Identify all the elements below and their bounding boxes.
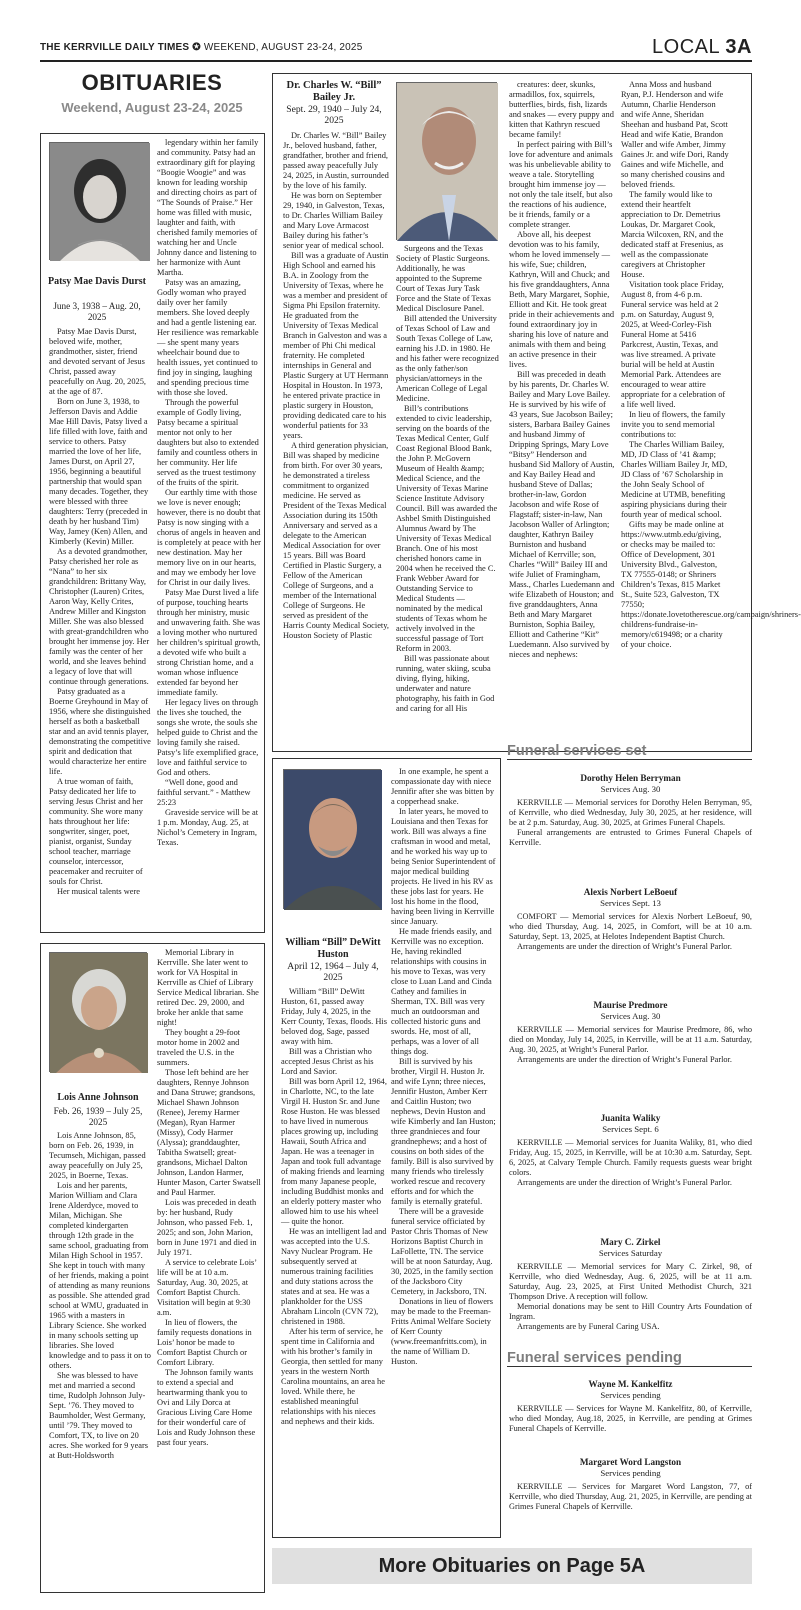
obituary-text-col2 bbox=[391, 767, 497, 1535]
obituary-paragraph: In lieu of flowers, the family invite you to send memorial contributions to: bbox=[621, 410, 726, 439]
obituary-paragraph: legendary within her family and community. Patsy had an extraordinary gift for playing “Boogie Woogie” and was known for leading worship and directing choirs as part of “The Sounds of Praise.” Her home was filled with music, laughter and faith, with cherished family memories of watching her and Uncle Johnny dance and listening to her harmonize with Aunt Martha. bbox=[157, 138, 259, 277]
obituary-paragraph: Dr. Charles W. “Bill” Bailey Jr., beloved husband, father, grandfather, brother and friend, passed away peacefully July 24, 2025, in Austin, surrounded by the love of his family. bbox=[283, 131, 389, 190]
notice-name: Wayne M. Kankelfitz bbox=[588, 1379, 673, 1389]
obituary-paragraph: In lieu of flowers, the family requests donations in Lois’ honor be made to Comfort Baptist Church or Comfort Library. bbox=[157, 1318, 252, 1367]
obituary-paragraph: The Charles William Bailey, MD, JD Class of ’41 &amp; Charles William Bailey Jr, MD, JD Class of ’67 Scholarship in the John Sealy School of Medicine at UTMB, benefiting aspiring physicians during their fourth year of medical school. bbox=[621, 440, 728, 519]
obituary-text-col1 bbox=[49, 327, 151, 929]
notice-name: Mary C. Zirkel bbox=[600, 1237, 661, 1247]
more-obituaries-banner: More Obituaries on Page 5A bbox=[272, 1548, 752, 1584]
obituary-paragraph: William “Bill” DeWitt Huston, 61, passed away Friday, July 4, 2025, in the Kerr County, Texas, floods. His beloved dog, Sage, passed away with him. bbox=[281, 987, 387, 1046]
obituary-text-col2 bbox=[157, 138, 261, 931]
portrait-illustration bbox=[50, 143, 150, 261]
obituary-paragraph: There will be a graveside funeral service officiated by Pastor Chris Thomas of New Horizons Baptist Church in LaFollette, TN. The service will be at noon Saturday, Aug. 30, 2025, in the family section of the Jacksboro City Cemetery, in Jacksboro, TN. bbox=[391, 1207, 494, 1296]
notice-kankelfitz: Wayne M. Kankelfitz Services pending KERRVILLE — Services for Wayne M. Kankelfitz, 80, of Kerrville, who died Monday, Aug.18, 2025, in Kerrville, are pending at Grimes Funeral Chapels of Kerrville. bbox=[509, 1379, 752, 1433]
obituary-paragraph: As a devoted grandmother, Patsy cherished her role as “Nana” to her six grandchildren: Brittany Way, Christopher (Lauren) Crites, Aaron Way, Kelly Crites, Andrew Miller and Kingston Miller. She was also blessed with great-grandchildren who brought her immense joy. Her family was the center of her world, and she leaves behind a legacy of love that will continue through generations. bbox=[49, 547, 150, 686]
obituary-bailey bbox=[272, 73, 801, 752]
decedent-name: Patsy Mae Davis Durst bbox=[47, 276, 147, 287]
obituary-paragraph: Bill was passionate about running, water skiing, scuba diving, flying, hiking, underwater and nature photography, his faith in God and caring for all His bbox=[396, 654, 495, 713]
notice-date: Services Aug. 30 bbox=[600, 784, 661, 794]
decedent-name: William “Bill” DeWitt Huston bbox=[285, 937, 381, 960]
section-name: LOCAL bbox=[652, 36, 720, 58]
obituary-paragraph: Patsy was an amazing, Godly woman who prayed daily over her family members. She loved deeply and had a gentle listening ear. Her resilience was remarkable — she spent many years wheelchair bound due to health issues, yet continued to find joy in singing, laughing and spending precious time with those she loved. bbox=[157, 278, 259, 397]
obituary-paragraph: Lois was preceded in death by: her husband, Rudy Johnson, who passed Feb. 1, 2025; and son, John Marion, born in June 1971 and died in July 1971. bbox=[157, 1198, 257, 1257]
obituary-paragraph: Born on June 3, 1938, to Jefferson Davis and Addie Mae Hill Davis, Patsy lived a life filled with love, faith and service to others. Patsy married the love of her life, James Durst, on April 27, 1956, beginning a beautiful partnership that would span many decades. Together, they were blessed with three daughters: Terry (preceded in death by her husband Tim) Way, Jamey (Ken) Allen, and Kimberly (Kevin) Miller. bbox=[49, 397, 149, 546]
obituary-johnson bbox=[40, 943, 265, 1593]
obituary-paragraph: Bill was a graduate of Austin High School and earned his B.A. in Zoology from the University of Texas, where he was a member and president of Sigma Phi Epsilon fraternity. He graduated from the University of Texas Medical Branch in Galveston and was a member of Phi Chi medical fraternity. He completed internships in General and Plastic Surgery at UT Hermann Hospital in Houston. In 1973, he entered private practice in plastic surgery in Houston, providing dedicated care to his wonderful patients for 33 years. bbox=[283, 251, 389, 440]
obituary-paragraph: He was an intelligent lad and was accepted into the U.S. Navy Nuclear Program. He subsequently served at numerous training facilities and duty stations across the states and at sea. He was a plankholder for the USS Abraham Lincoln (CVN 72), christened in 1988. bbox=[281, 1227, 387, 1326]
portrait-illustration bbox=[284, 770, 382, 910]
obituary-paragraph: Bill is survived by his brother, Virgil H. Huston Jr. and wife Lynn; three nieces, Jennifir Huston, Amber Kerr and Caitlin Huston; two nephews, Devin Huston and wife Kimberly and Ian Huston; three grandnieces and four grandnephews; and a host of cousins on both sides of the family. Bill is also survived by many friends who tirelessly worked rescue and recovery efforts and for which the family is eternally grateful. bbox=[391, 1057, 496, 1206]
notice-waliky: Juanita Waliky Services Sept. 6 KERRVILLE — Memorial services for Juanita Waliky, 81, who died Friday, Aug. 15, 2025, in Kerrville, will be at 10:30 a.m. Saturday, Sept. 6, 2025, at Calvary Temple Church. Family requests guests wear bright colors. Arrangements are under the direction of Wright’s Funeral Parlor. bbox=[509, 1113, 752, 1187]
obituary-paragraph: The Johnson family wants to extend a special and heartwarming thank you to Ovi and Lily Dorca at Gracious Living Care Home for their wonderful care of Lois and Rudy Johnson these past four years. bbox=[157, 1368, 256, 1447]
notice-date: Services pending bbox=[600, 1390, 661, 1400]
obituary-paragraph: In later years, he moved to Louisiana and then Texas for work. Bill was always a fine craftsman in wood and metal, and he worked his way up to being Senior Superintendent of major medical building projects. He lived in his RV as these jobs last for years. He lost his home in the flood, having been living in Kerrville since January. bbox=[391, 807, 496, 926]
notice-berryman: Dorothy Helen Berryman Services Aug. 30 KERRVILLE — Memorial services for Dorothy Helen Berryman, 95, of Kerrville, who died Wednesday, July 30, 2025, at her residence, will be at 2 p.m. Saturday, Aug. 30, 2025, at Grimes Funeral Chapels. Funeral arrangements are entrusted to Grimes Funeral Chapels of Kerrville. bbox=[509, 773, 752, 847]
portrait-photo bbox=[283, 769, 381, 909]
obituary-paragraph: In perfect pairing with Bill’s love for adventure and animals was his unbelievable ability to weave a tale. Storytelling brought him immense joy — not only the tale itself, but also the reactions of his audience, be it friends, family or a complete stranger. bbox=[509, 140, 613, 229]
obituary-paragraph: Patsy graduated as a Boerne Greyhound in May of 1956, where she distinguished herself as both a basketball star and an avid tennis player, demonstrating the competitive spirit and dedication that would characterize her entire life. bbox=[49, 687, 151, 776]
obituary-paragraph: They bought a 29-foot motor home in 2002 and traveled the U.S. in the summers. bbox=[157, 1028, 241, 1067]
decedent-name: Lois Anne Johnson bbox=[57, 1092, 139, 1103]
obituary-paragraph: She was blessed to have met and married a second time, Rudolph Johnson July-Sept. ’76. They moved to Baumholder, West Germany, until ’79. They moved to Comfort, TX, to live on 20 acres. She worked for 9 years at Butt-Holdsworth bbox=[49, 1371, 149, 1460]
notice-name: Margaret Word Langston bbox=[579, 1457, 682, 1467]
obituary-paragraph: Donations in lieu of flowers may be made to the Freeman-Fritts Animal Welfare Society of Kerr County (www.freemanfritts.com), in the name of William D. Huston. bbox=[391, 1297, 493, 1366]
notice-date: Services Sept. 6 bbox=[602, 1124, 659, 1134]
life-dates: Sept. 29, 1940 – July 24, 2025 bbox=[286, 104, 382, 126]
page-subtitle: Weekend, August 23-24, 2025 bbox=[61, 100, 243, 115]
services-set-heading: Funeral services set bbox=[507, 743, 752, 760]
obituary-paragraph: The family would like to extend their heartfelt appreciation to Dr. Demetrius Loukas, Dr. Margaret Cook, Marcia Wilcoxen, RN, and the dedicated staff at Fresenius, as well as the compassionate caregivers at Christopher House. bbox=[621, 190, 724, 279]
obituary-text-col2 bbox=[157, 948, 261, 1590]
masthead bbox=[40, 36, 752, 62]
obituary-text-col3 bbox=[509, 80, 615, 749]
paper-name: THE KERRVILLE DAILY TIMES bbox=[40, 42, 190, 53]
portrait-photo bbox=[49, 952, 147, 1072]
life-dates: April 12, 1964 – July 4, 2025 bbox=[287, 961, 379, 983]
obituary-paragraph: In one example, he spent a compassionate day with niece Jennifir after she was bitten by a copperhead snake. bbox=[391, 767, 495, 806]
notice-langston: Margaret Word Langston Services pending KERRVILLE — Services for Margaret Word Langston, 77, of Kerrville, who died Thursday, Aug. 21, 2025, in Kerrville, are pending at Grimes Funeral Chapels of Kerrville. bbox=[509, 1457, 752, 1511]
life-dates: June 3, 1938 – Aug. 20, 2025 bbox=[53, 301, 141, 322]
obituary-paragraph: Patsy Mae Davis Durst, beloved wife, mother, grandmother, sister, friend and devoted servant of Jesus Christ, passed away peacefully on Aug. 20, 2025, at the age of 87. bbox=[49, 327, 146, 396]
notice-name: Dorothy Helen Berryman bbox=[580, 773, 681, 783]
obituary-paragraph: Memorial Library in Kerrville. She later went to work for VA Hospital in Kerrville as Chief of Library Service Medical librarian. She retired Dec. 29, 2000, and broke her ankle that same night! bbox=[157, 948, 259, 1027]
obituary-text-col2 bbox=[396, 244, 500, 749]
decedent-name: Dr. Charles W. “Bill” Bailey Jr. bbox=[286, 80, 382, 103]
obituary-paragraph: Bill was born April 12, 1964, in Charlotte, NC, to the late Virgil H. Huston Sr. and June Rose Huston. He was blessed to have lived in numerous places growing up, including Hawaii, South Africa and Japan. He was a teenager in Japan and took full advantage of making friends and learning from many Japanese people, including Buddhist monks and an elderly pottery master who allowed him to use his wheel — quite the honor. bbox=[281, 1077, 387, 1226]
obituary-paragraph: A service to celebrate Lois’ life will be at 10 a.m. Saturday, Aug. 30, 2025, at Comfort Baptist Church. Visitation will begin at 9:30 a.m. bbox=[157, 1258, 257, 1317]
obituary-paragraph: Lois and her parents, Marion William and Clara Irene Alderdyce, moved to Milan, Michigan. She completed kindergarten through 12th grade in the same school, graduating from Milan High School in 1957. She kept in touch with many of her friends, making a point of attending as many reunions as possible. She attended grad school at WMU, graduated in 1965 with a masters in Library Science. She worked in many schools setting up libraries. She loved knowledge and to pass it on to others. bbox=[49, 1181, 151, 1370]
services-pending-heading: Funeral services pending bbox=[507, 1350, 752, 1367]
obituary-paragraph: Those left behind are her daughters, Rennye Johnson and Dana Struwe; grandsons, Michael Shawn Johnson (Renee), Jeremy Harmer (Megan), Ryan Harmer (Missy), Cody Harmer (Alyssa); granddaughter, Tabitha Swatsell; great-grandsons, Michael Dalton Johnson, Landon Harmer, Hunter Mason, Carter Swatsell and Paul Harmer. bbox=[157, 1068, 261, 1197]
portrait-illustration bbox=[50, 953, 148, 1073]
portrait-photo bbox=[396, 82, 497, 240]
notice-name: Alexis Norbert LeBoeuf bbox=[583, 887, 678, 897]
obituary-paragraph: Our earthly time with those we love is never enough; however, there is no doubt that Patsy is now singing with a chorus of angels in heaven and is completely at peace with her new destination. May her memory live on in our hearts, and may we embody her love for Christ in our daily lives. bbox=[157, 488, 261, 587]
notice-name: Juanita Waliky bbox=[600, 1113, 661, 1123]
obituary-text-col1 bbox=[281, 987, 387, 1535]
obituary-huston bbox=[272, 758, 501, 1538]
obituary-paragraph: “Well done, good and faithful servant.” - Matthew 25:23 bbox=[157, 778, 251, 807]
obituary-paragraph: A true woman of faith, Patsy dedicated her life to serving Jesus Christ and her community. She wore many hats throughout her life: songwriter, singer, poet, pianist, organist, Sunday school teacher, marriage counselor, intercessor, peacemaker and recruiter of souls for Christ. bbox=[49, 777, 143, 886]
obituary-paragraph: Visitation took place Friday, August 8, from 4-6 p.m. Funeral service was held at 2 p.m. on Saturday, August 9, 2025, at Weed-Corley-Fish Funeral Home at 5416 Parkcrest, Austin, Texas, and was live streamed. A private burial will be held at Austin Memorial Park. Attendees are encouraged to wear attire appropriate for a celebration of a life well lived. bbox=[621, 280, 726, 409]
notice-zirkel: Mary C. Zirkel Services Saturday KERRVILLE — Memorial services for Mary C. Zirkel, 98, of Kerrville, who died Wednesday, Aug. 6, 2025, will be at 11 a.m. Saturday, Aug. 23, 2025, at First United Methodist Church, 321 Thompson Drive. A reception will follow. Memorial donations may be sent to Hill Country Arts Foundation of Ingram. Arrangements are by Funeral Caring USA. bbox=[509, 1237, 752, 1331]
obituary-paragraph: Graveside service will be at 1 p.m. Monday, Aug. 25, at Nichol’s Cemetery in Ingram, Texas. bbox=[157, 808, 259, 847]
portrait-photo bbox=[49, 142, 149, 260]
obituary-paragraph: Surgeons and the Texas Society of Plastic Surgeons. Additionally, he was appointed to the Supreme Court of Texas Jury Task Force and the State of Texas Medical Disclosure Panel. bbox=[396, 244, 491, 313]
obituary-paragraph: Anna Moss and husband Ryan, P.J. Henderson and wife Autumn, Charlie Henderson and wife Anne, Sheridan Sheehan and husband Pat, Scott Head and wife Katie, Brandon Waller and wife Amber, Jimmy Gaines Jr. and wife Dori, Randy Gaines and wife Michelle, and so many cherished cousins and beloved friends. bbox=[621, 80, 729, 189]
obituary-text-col1 bbox=[283, 131, 389, 749]
notice-leboeuf: Alexis Norbert LeBoeuf Services Sept. 13 COMFORT — Memorial services for Alexis Norbert LeBoeuf, 90, who died Thursday, Aug. 14, 2025, in Comfort, will be at 10 a.m. Saturday, Sept. 13, 2025, at Helotes Independent Baptist Church. Arrangements are under the direction of Wright’s Funeral Parlor. bbox=[509, 887, 752, 951]
obituary-text-col1 bbox=[49, 1131, 151, 1589]
obituary-paragraph: Lois Anne Johnson, 85, born on Feb. 26, 1939, in Tecumseh, Michigan, passed away peacefully on July 25, 2025, in Boerne, Texas. bbox=[49, 1131, 146, 1180]
obituary-paragraph: Above all, his deepest devotion was to his family, whom he loved immensely — his wife, Sue; children, Kathryn, Will and Chuck; and his five granddaughters, Anna Beth, Mary Margaret, Sophie, Elliott and Kit. He took great pride in their achievements and found extraordinary joy in sharing his love of nature and animals with them and being an active presence in their lives. bbox=[509, 230, 615, 369]
obituary-paragraph: He made friends easily, and Kerrville was no exception. He, having rekindled relationships with cousins in his move to Texas, was very close to Luan Land and Cinda Cathey and families in Sherman, TX. Bill was very much an outdoorsman and collected historic guns and swords. He, most of all, perhaps, was a lover of all things dog. bbox=[391, 927, 492, 1056]
obituary-paragraph: Her musical talents were bbox=[57, 887, 141, 896]
obituary-paragraph: Through the powerful example of Godly living, Patsy became a spiritual mentor not only to her daughters but also to extended family and countless others in her community. Her life served as the truest testimony of the fruits of the spirit. bbox=[157, 398, 259, 487]
obituary-paragraph: Her legacy lives on through the lives she touched, the songs she wrote, the souls she helped guide to Christ and the loving family she raised. Patsy’s life exemplified grace, love and faithful service to God and others. bbox=[157, 698, 259, 777]
issue-date: WEEKEND, AUGUST 23-24, 2025 bbox=[203, 42, 363, 53]
obituary-paragraph: Bill was preceded in death by his parents, Dr. Charles W. Bailey and Mary Love Bailey. He is survived by his wife of 43 years, Sue Jacobson Bailey; sisters, Barbara Bailey Gaines and husband Jimmy of Dripping Springs, Mary Love “Bitsy” Henderson and husband Sid Mallory of Austin, and Kay Bailey Head and husband Steve of Dallas; brother-in-law, Gordon Jacobson and wife Rose of Flagstaff; sister-in-law, Nan Jacobson Waller of Arlington; daughter, Kathryn Bailey Burniston and husband Michael of Kerrville; son, Charles “Will” Bailey III and wife Juliet of Framingham, Mass., Charles Luedemann and wife Elizabeth of Houston; and five granddaughters, Anna Beth and Mary Margaret Burniston, Sophia Bailey, Elliott and Catherine “Kit” Luedemann. Also survived by nieces and nephews: bbox=[509, 370, 615, 659]
obituary-paragraph: Bill’s contributions extended to civic leadership, serving on the boards of the Texas Medical Center, Gulf Coast Regional Blood Bank, the John P. McGovern Museum of Health &amp; Medical Science, and the University of Texas Marine Science Institute Advisory Council. Bill was awarded the Ashbel Smith Distinguished Alumnus Award by The University of Texas Medical Branch. One of his most cherished honors came in 2004 when he received the C. Frank Webber Award for Outstanding Service to Medical Students — nominated by the medical students of Texas whom he actively involved in the successful passage of Tort Reform in 2003. bbox=[396, 404, 498, 653]
star-icon: ✪ bbox=[192, 42, 204, 53]
obituary-durst bbox=[40, 133, 265, 933]
page-number: 3A bbox=[725, 36, 752, 58]
life-dates: Feb. 26, 1939 – July 25, 2025 bbox=[53, 1106, 143, 1127]
obituary-paragraph: Patsy Mae Durst lived a life of purpose, touching hearts through her ministry, music and unwavering faith. She was a loving mother who nurtured her children’s spiritual growth, a devoted wife who built a strong Christian home, and a woman whose influence extended far beyond her immediate family. bbox=[157, 588, 261, 697]
obituary-paragraph: Gifts may be made online at https://www.utmb.edu/giving, or checks may be mailed to: Office of Development, 301 University Blvd., Galveston, TX 77555-0148; or Shriners Children’s Texas, 815 Market St., Suite 523, Galveston, TX 77550; https://donate.lovetotherescue.org/campaign/shriners-childrens-fundraise-in-memory/c619498; or a charity of your choice. bbox=[621, 520, 801, 649]
notice-date: Services Saturday bbox=[598, 1248, 663, 1258]
notice-predmore: Maurise Predmore Services Aug. 30 KERRVILLE — Memorial services for Maurise Predmore, 86, who died on Monday, July 14, 2025, in Kerrville, will be at 11 a.m. Saturday, Aug. 30, 2025, at Wright’s Funeral Parlor. Arrangements are under the direction of Wright’s Funeral Parlor. bbox=[509, 1000, 752, 1064]
obituary-paragraph: After his term of service, he spent time in California and with his brother’s family in Georgia, then settled for many years in the western North Carolina mountains, an area he loved. While there, he established meaningful relationships with his nieces and nephews and their kids. bbox=[281, 1327, 385, 1426]
obituary-text-col4 bbox=[621, 80, 801, 749]
notice-date: Services pending bbox=[600, 1468, 661, 1478]
obituary-paragraph: Bill was a Christian who accepted Jesus Christ as his Lord and Savior. bbox=[281, 1047, 374, 1076]
obituary-paragraph: He was born on September 29, 1940, in Galveston, Texas, to Dr. Charles William Bailey and Mary Love Armacost Bailey during his father’s senior year of medical school. bbox=[283, 191, 385, 250]
notice-name: Maurise Predmore bbox=[593, 1000, 668, 1010]
obituary-paragraph: creatures: deer, skunks, armadillos, fox, squirrels, butterflies, birds, fish, lizards and snakes — every puppy and kitten that Kathryn rescued became family! bbox=[509, 80, 614, 139]
page-title: OBITUARIES bbox=[81, 70, 223, 95]
notice-date: Services Aug. 30 bbox=[600, 1011, 661, 1021]
obituary-paragraph: Bill attended the University of Texas School of Law and South Texas College of Law, earning his J.D. in 1980. He and his father were recognized as the only father/son physician/attorneys in the American College of Legal Medicine. bbox=[396, 314, 499, 403]
notice-date: Services Sept. 13 bbox=[600, 898, 661, 908]
obituary-paragraph: A third generation physician, Bill was shaped by medicine from birth. For over 30 years, he demonstrated a tireless commitment to organized medicine. He served as President of the Texas Medical Association during its 150th Anniversary and served as a delegate to the American Medical Association for over 15 years. Bill was Board Certified in Plastic Surgery, a Fellow of the American College of Surgeons, and a member of the International College of Surgeons. He served as president of the Harris County Medical Society, Houston Society of Plastic bbox=[283, 441, 389, 640]
portrait-illustration bbox=[397, 83, 498, 241]
